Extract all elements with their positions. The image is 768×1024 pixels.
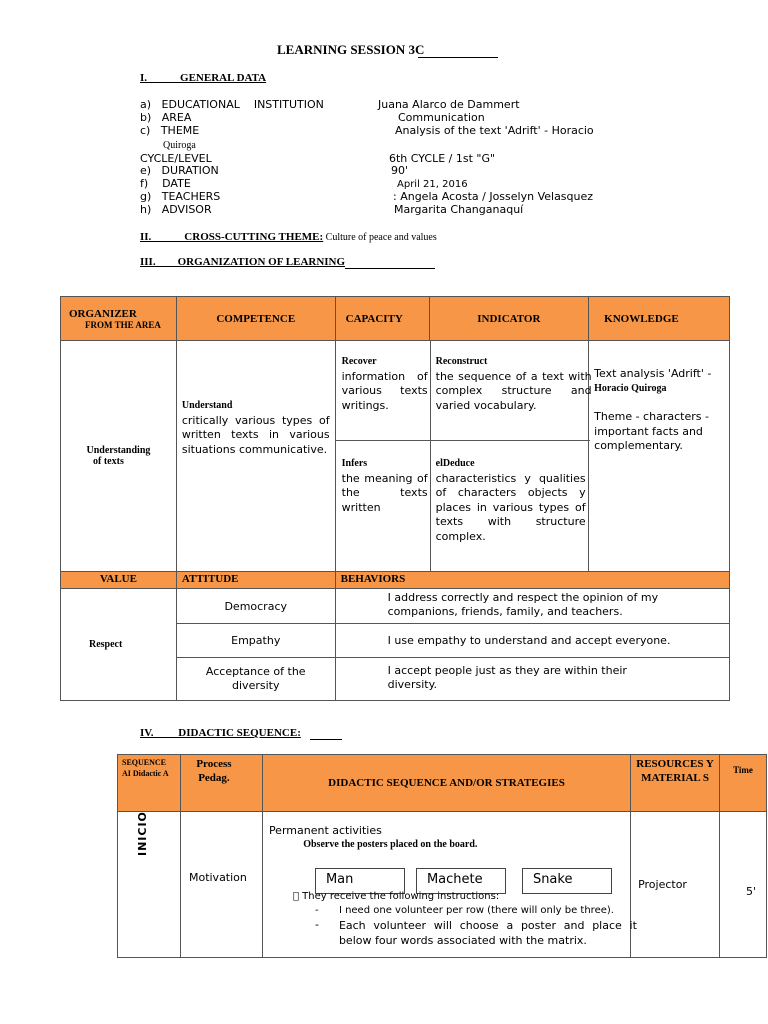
gd-label-date: f) DATE bbox=[140, 177, 191, 190]
section-general-data: I. GENERAL DATA bbox=[140, 72, 267, 84]
attitude-2: Empathy bbox=[176, 624, 335, 658]
knowledge-bold: Horacio Quiroga bbox=[594, 382, 667, 394]
didactic-time-cell: 5' bbox=[720, 812, 767, 958]
org-knowledge-cell bbox=[589, 341, 730, 572]
indicator-1-text: the sequence of a text with complex structure and varied vocabulary. bbox=[435, 369, 592, 412]
value-header: VALUE bbox=[61, 572, 177, 589]
gd-value-institution: Juana Alarco de Dammert bbox=[378, 98, 520, 111]
didactic-header-sequence: SEQUENCE AI Didactic A bbox=[118, 755, 181, 812]
indicator-2-text: characteristics y qualities of characters objects y places in various types of texts with structure complex. bbox=[435, 471, 586, 543]
word-card-snake: Snake bbox=[522, 868, 612, 894]
didactic-header-process: Process Pedag. bbox=[180, 755, 262, 812]
gd-value-area: Communication bbox=[398, 111, 485, 124]
behavior-3: I accept people just as they are within their diversity. bbox=[335, 658, 729, 701]
knowledge-text-2: Theme - characters - important facts and complementary. bbox=[594, 410, 709, 452]
organizer-value: Understanding bbox=[86, 445, 151, 456]
capacity-1-bold: Recover bbox=[341, 356, 377, 367]
gd-theme-continuation: Quiroga bbox=[163, 140, 196, 151]
gd-label-duration: e) DURATION bbox=[140, 164, 219, 177]
gd-label-advisor: h) ADVISOR bbox=[140, 203, 212, 216]
behaviors-header: BEHAVIORS bbox=[335, 572, 729, 589]
didactic-underline bbox=[310, 739, 342, 740]
knowledge-text-1: Text analysis 'Adrift' - bbox=[594, 367, 712, 380]
dash-marker-1: - bbox=[314, 905, 319, 916]
indicator-2-bold: elDeduce bbox=[435, 458, 475, 469]
didactic-process-cell: Motivation bbox=[180, 812, 262, 958]
cross-cutting-value: Culture of peace and values bbox=[323, 232, 437, 243]
attitude-row-1 bbox=[61, 589, 730, 624]
attitude-1: Democracy bbox=[176, 589, 335, 624]
organizer-value-2: of texts bbox=[93, 456, 124, 467]
phase-label: INICIO bbox=[136, 811, 149, 856]
org-header-competence: COMPETENCE bbox=[176, 297, 335, 341]
capacity-divider bbox=[430, 341, 431, 572]
title-underline bbox=[418, 57, 498, 58]
organizer-sub-label: FROM THE AREA bbox=[85, 319, 161, 330]
permanent-activities: Permanent activities bbox=[268, 824, 382, 837]
org-capacity-indicator-cell bbox=[335, 341, 592, 572]
didactic-content-row bbox=[118, 812, 767, 958]
value-respect: Respect bbox=[61, 589, 177, 701]
capacity-1 bbox=[342, 355, 428, 413]
dash-marker-2: - bbox=[314, 918, 319, 931]
organizer-label: ORGANIZER bbox=[69, 307, 137, 320]
org-header-organizer bbox=[61, 297, 177, 341]
gd-value-cycle: 6th CYCLE / 1st "G" bbox=[389, 152, 496, 165]
didactic-table bbox=[117, 754, 767, 958]
didactic-resource-cell: Projector bbox=[631, 812, 720, 958]
strategy-dash-2: Each volunteer will choose a poster and place it below four words associated with the matrix. bbox=[338, 919, 637, 947]
capacity-2 bbox=[342, 457, 428, 515]
indicator-1 bbox=[436, 355, 592, 413]
indicator-2 bbox=[436, 457, 586, 544]
gd-label-teachers: g) TEACHERS bbox=[140, 190, 221, 203]
section-didactic: IV. DIDACTIC SEQUENCE: bbox=[140, 727, 301, 739]
indicator-1-bold: Reconstruct bbox=[435, 356, 488, 367]
org-header-knowledge: KNOWLEDGE bbox=[589, 297, 730, 341]
gd-value-advisor: Margarita Changanaquí bbox=[394, 203, 524, 216]
attitude-header: ATTITUDE bbox=[176, 572, 335, 589]
gd-label-cycle: CYCLE/LEVEL bbox=[140, 152, 212, 165]
page-title: LEARNING SESSION 3C bbox=[277, 42, 425, 57]
competence-bold: Understand bbox=[181, 400, 233, 411]
didactic-phase-cell bbox=[118, 812, 181, 958]
behavior-2: I use empathy to understand and accept everyone. bbox=[335, 624, 729, 658]
capacity-2-text: the meaning of the texts written bbox=[341, 471, 428, 514]
section-cross-cutting bbox=[140, 231, 437, 243]
attitude-3: Acceptance of the diversity bbox=[176, 658, 335, 701]
capacity-1-text: information of various texts writings. bbox=[341, 369, 428, 412]
didactic-header-resources: RESOURCES Y MATERIAL S bbox=[631, 755, 720, 812]
organization-table bbox=[60, 296, 730, 701]
org-content-row bbox=[61, 341, 730, 572]
behavior-1: I address correctly and respect the opinion of my companions, friends, family, and teachers. bbox=[335, 589, 729, 624]
gd-value-duration: 90' bbox=[391, 164, 409, 177]
gd-label-theme: c) THEME bbox=[140, 124, 200, 137]
org-organizer-cell bbox=[61, 341, 177, 572]
section-organization: III. ORGANIZATION OF LEARNING bbox=[140, 256, 346, 268]
capacity-2-bold: Infers bbox=[341, 458, 368, 469]
gd-value-date: April 21, 2016 bbox=[397, 179, 468, 190]
word-card-man: Man bbox=[315, 868, 405, 894]
competence-text: critically various types of written texts in various situations communicative. bbox=[181, 413, 330, 456]
org-competence-cell bbox=[176, 341, 335, 572]
gd-value-theme: Analysis of the text 'Adrift' - Horacio bbox=[395, 124, 594, 137]
didactic-header-row bbox=[118, 755, 767, 812]
gd-label-institution: a) EDUCATIONAL INSTITUTION bbox=[140, 98, 324, 111]
didactic-strategies-cell bbox=[262, 812, 637, 958]
value-header-row bbox=[61, 572, 730, 589]
didactic-header-time: Time bbox=[720, 755, 767, 812]
org-underline bbox=[345, 268, 435, 269]
strategy-bullet-1: Observe the posters placed on the board. bbox=[292, 839, 468, 850]
org-header-row bbox=[61, 297, 730, 341]
strategy-dash-1: I need one volunteer per row (there will only be three). bbox=[338, 905, 614, 916]
org-header-capacity: CAPACITY bbox=[335, 297, 429, 341]
gd-value-teachers: : Angela Acosta / Josselyn Velasquez bbox=[393, 190, 594, 203]
word-card-machete: Machete bbox=[416, 868, 506, 894]
org-header-indicator: INDICATOR bbox=[429, 297, 589, 341]
cross-cutting-label: II. CROSS-CUTTING THEME: bbox=[140, 231, 324, 243]
gd-label-area: b) AREA bbox=[140, 111, 192, 124]
didactic-header-strategies: DIDACTIC SEQUENCE AND/OR STRATEGIES bbox=[262, 755, 630, 812]
strategy-bullet-2: They receive the following instructions: bbox=[292, 891, 491, 902]
